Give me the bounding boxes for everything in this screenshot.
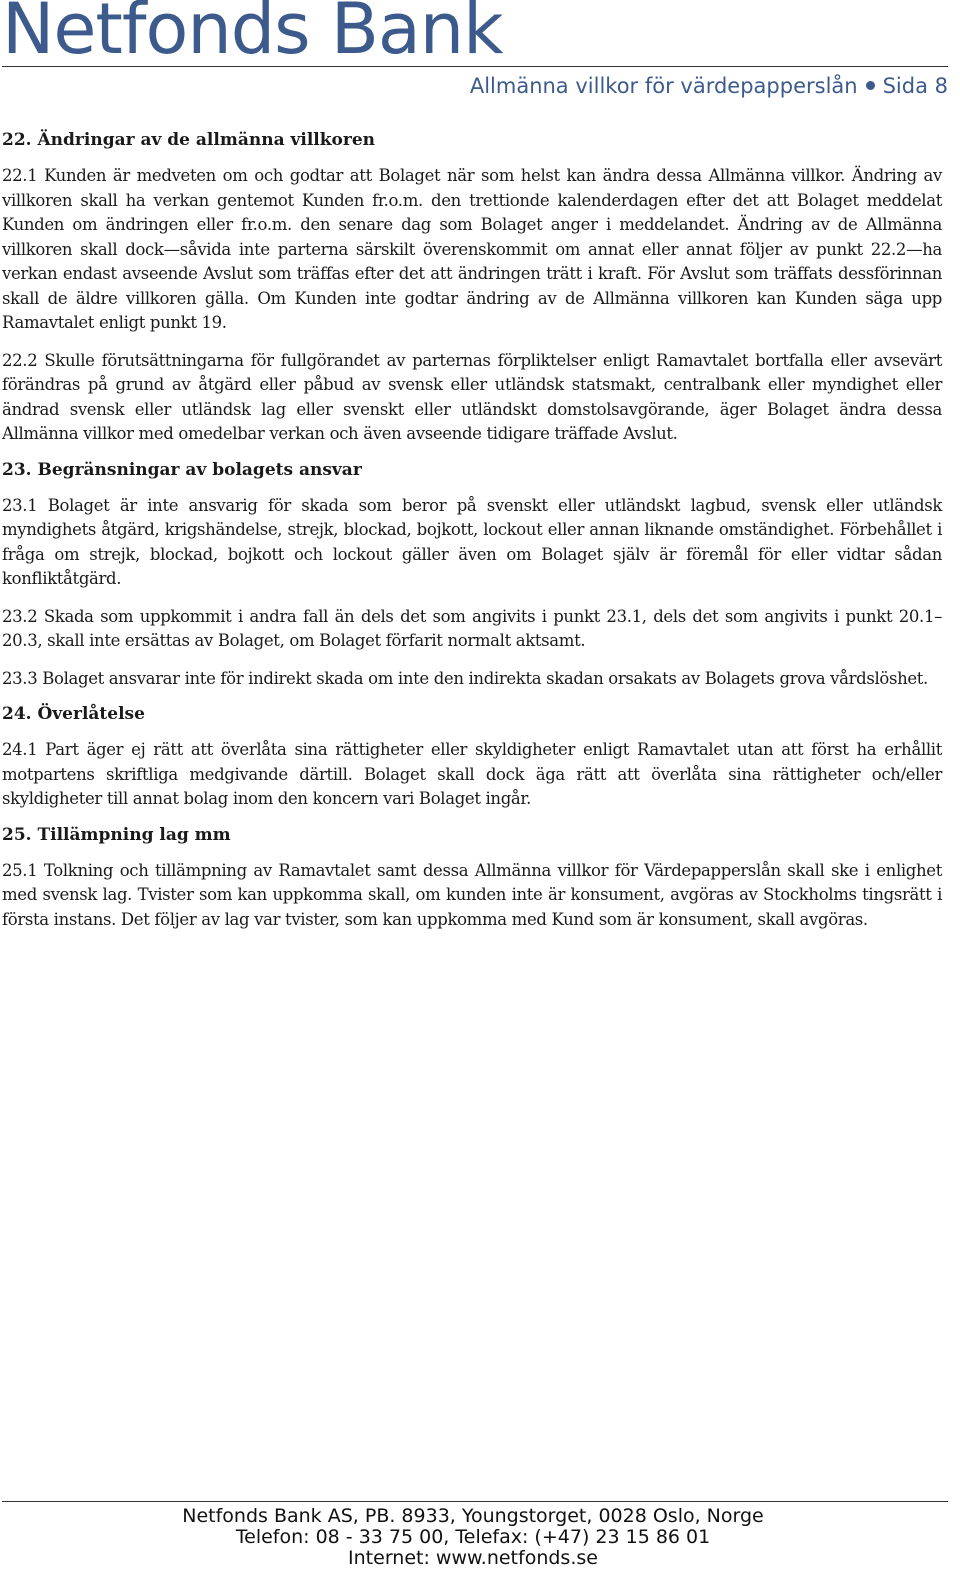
page-caption [470,74,948,98]
section-heading: 25. Tillämpning lag mm [2,824,231,845]
footer [0,1506,946,1569]
document-body [2,130,942,945]
paragraph-23-3: 23.3 Bolaget ansvarar inte för indirekt skada om inte den indirekta skadan orsakats av Bolagets grova vårdslöshet. [2,668,928,688]
page-number: Sida 8 [882,74,948,98]
bullet-dot-icon [866,81,875,90]
section-heading: 22. Ändringar av de allmänna villkoren [2,130,376,150]
section-25 [2,825,942,933]
paragraph-24-1: 24.1 Part äger ej rätt att överlåta sina rättigheter eller skyldigheter enligt Ramavtalet utan att först ha erhållit motpartens skriftliga medgivande därtill. Bolaget skall dock äga rätt att överlåta sina rättigheter och/eller skyldigheter till annat bolag inom den koncern vari Bolaget ingår. [2,740,942,808]
document-title: Allmänna villkor för värdepapperslån [469,74,858,98]
paragraph-23-1: 23.1 Bolaget är inte ansvarig för skada som beror på svenskt eller utländskt lagbud, svensk eller utländsk myndighets åtgärd, krigshändelse, strejk, blockad, bojkott, lockout eller annan liknande omständighet. Förbehållet i fråga om strejk, blockad, bojkott och lockout gäller även om Bolaget själv är föremål för eller vidtar sådan konfliktåtgärd. [2,495,942,588]
section-heading: 24. Överlåtelse [2,704,145,724]
paragraph-22-1: 22.1 Kunden är medveten om och godtar att Bolaget när som helst kan ändra dessa Allmänna villkor. Ändring av villkoren skall ha verkan gentemot Kunden fr.o.m. den trettionde kalenderdagen efter det att Bolaget meddelat Kunden om ändringen eller fr.o.m. den senare dag som Bolaget anger i meddelandet. Ändring av de Allmänna villkoren skall dock—såvida inte parterna särskilt överenskommit om annat eller annat följer av punkt 22.2—ha verkan endast avseende Avslut som träffas efter det att ändringen trätt i kraft. För Avslut som träffats dessförinnan skall de äldre villkoren gälla. Om Kunden inte godtar ändring av de Allmänna villkoren kan Kunden säga upp Ramavtalet enligt punkt 19. [2,166,942,332]
footer-divider [2,1501,948,1502]
section-heading: 23. Begränsningar av bolagets ansvar [2,459,362,480]
paragraph-22-2: 22.2 Skulle förutsättningarna för fullgörandet av parternas förpliktelser enligt Ramavtalet bortfalla eller avsevärt förändras på grund av åtgärd eller påbud av svensk eller utländsk statsmakt, centralbank eller myndighet eller ändrad svensk eller utländsk lag eller svenskt eller utländskt domstolsavgörande, äger Bolaget ändra dessa Allmänna villkor med omedelbar verkan och även avseende tidigare träffade Avslut. [2,350,942,443]
section-23 [2,460,942,692]
footer-phone: Telefon: 08 - 33 75 00, Telefax: (+47) 23 15 86 01 [235,1526,711,1548]
header-divider [2,66,948,67]
footer-website: Internet: www.netfonds.se [348,1547,598,1569]
paragraph-25-1: 25.1 Tolkning och tillämpning av Ramavtalet samt dessa Allmänna villkor för Värdepapperslån skall ske i enlighet med svensk lag. Tvister som kan uppkomma skall, om kunden inte är konsument, avgöras av Stockholms tingsrätt i första instans. Det följer av lag var tvister, som kan uppkomma med Kund som är konsument, skall avgöras. [2,860,942,929]
section-24 [2,704,942,812]
footer-address: Netfonds Bank AS, PB. 8933, Youngstorget, 0028 Oslo, Norge [182,1505,764,1527]
paragraph-23-2: 23.2 Skada som uppkommit i andra fall än dels det som angivits i punkt 23.1, dels det som angivits i punkt 20.1–20.3, skall inte ersättas av Bolaget, om Bolaget förfarit normalt aktsamt. [2,606,942,650]
section-22 [2,130,942,447]
bank-logo: Netfonds Bank [2,0,503,70]
